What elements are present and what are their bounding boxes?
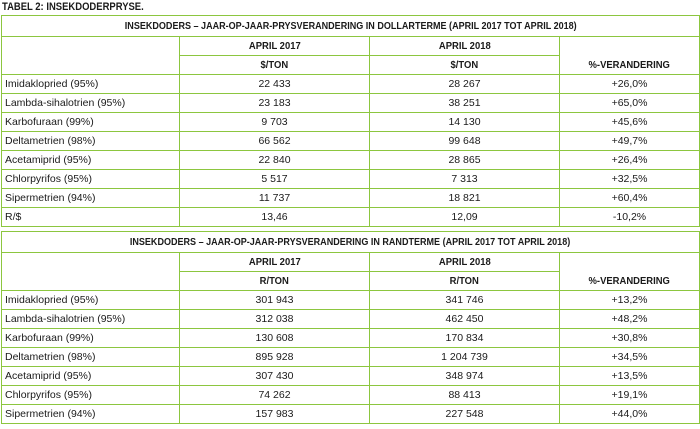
value-2017-cell: 66 562 — [180, 132, 370, 151]
value-2018-cell: 227 548 — [370, 405, 560, 424]
table-row — [2, 405, 700, 424]
table-row — [2, 189, 700, 208]
value-2018-cell: 348 974 — [370, 367, 560, 386]
change-cell: +13,2% — [560, 291, 700, 310]
dollar-col-change: %-VERANDERING — [560, 37, 700, 75]
rand-table-body — [2, 291, 700, 424]
row-name-cell: Sipermetrien (94%) — [2, 405, 180, 424]
row-name-cell: Imidaklopried (95%) — [2, 291, 180, 310]
change-cell: +48,2% — [560, 310, 700, 329]
value-2018-cell: 28 267 — [370, 75, 560, 94]
table-row — [2, 151, 700, 170]
table-row — [2, 132, 700, 151]
value-2018-cell: 462 450 — [370, 310, 560, 329]
rand-col-change: %-VERANDERING — [560, 253, 700, 291]
change-cell: +44,0% — [560, 405, 700, 424]
change-cell: +34,5% — [560, 348, 700, 367]
value-2017-cell: 74 262 — [180, 386, 370, 405]
rand-col-april-2018: APRIL 2018 — [370, 253, 560, 272]
change-cell: +26,4% — [560, 151, 700, 170]
value-2017-cell: 22 433 — [180, 75, 370, 94]
change-cell: +65,0% — [560, 94, 700, 113]
value-2017-cell: 11 737 — [180, 189, 370, 208]
change-cell: -10,2% — [560, 208, 700, 227]
row-name-cell: R/$ — [2, 208, 180, 227]
value-2018-cell: 7 313 — [370, 170, 560, 189]
table-row — [2, 94, 700, 113]
table-caption: TABEL 2: INSEKDODERPRYSE. — [2, 1, 144, 13]
table-row — [2, 329, 700, 348]
row-name-cell: Chlorpyrifos (95%) — [2, 170, 180, 189]
dollar-price-table — [1, 15, 700, 227]
value-2017-cell: 13,46 — [180, 208, 370, 227]
row-name-cell: Chlorpyrifos (95%) — [2, 386, 180, 405]
value-2018-cell: 1 204 739 — [370, 348, 560, 367]
table-row — [2, 348, 700, 367]
value-2018-cell: 28 865 — [370, 151, 560, 170]
row-name-cell: Lambda-sihalotrien (95%) — [2, 94, 180, 113]
dollar-unit-2017: $/TON — [180, 56, 370, 75]
row-name-cell: Imidaklopried (95%) — [2, 75, 180, 94]
value-2018-cell: 14 130 — [370, 113, 560, 132]
change-cell: +26,0% — [560, 75, 700, 94]
value-2018-cell: 170 834 — [370, 329, 560, 348]
dollar-table-blank-header — [2, 37, 180, 75]
value-2017-cell: 9 703 — [180, 113, 370, 132]
row-name-cell: Karbofuraan (99%) — [2, 113, 180, 132]
change-cell: +49,7% — [560, 132, 700, 151]
row-name-cell: Deltametrien (98%) — [2, 132, 180, 151]
change-cell: +60,4% — [560, 189, 700, 208]
table-row — [2, 75, 700, 94]
table-row — [2, 170, 700, 189]
table-row — [2, 208, 700, 227]
table-row — [2, 310, 700, 329]
table-row — [2, 291, 700, 310]
row-name-cell: Karbofuraan (99%) — [2, 329, 180, 348]
value-2018-cell: 341 746 — [370, 291, 560, 310]
rand-col-april-2017: APRIL 2017 — [180, 253, 370, 272]
value-2017-cell: 307 430 — [180, 367, 370, 386]
change-cell: +45,6% — [560, 113, 700, 132]
row-name-cell: Lambda-sihalotrien (95%) — [2, 310, 180, 329]
value-2017-cell: 301 943 — [180, 291, 370, 310]
table-row — [2, 386, 700, 405]
dollar-col-april-2017: APRIL 2017 — [180, 37, 370, 56]
value-2017-cell: 130 608 — [180, 329, 370, 348]
row-name-cell: Deltametrien (98%) — [2, 348, 180, 367]
table-row — [2, 113, 700, 132]
value-2018-cell: 38 251 — [370, 94, 560, 113]
table-row — [2, 367, 700, 386]
value-2018-cell: 88 413 — [370, 386, 560, 405]
value-2018-cell: 99 648 — [370, 132, 560, 151]
row-name-cell: Acetamiprid (95%) — [2, 151, 180, 170]
rand-table-blank-header — [2, 253, 180, 291]
change-cell: +13,5% — [560, 367, 700, 386]
rand-table-title: INSEKDODERS – JAAR-OP-JAAR-PRYSVERANDERING IN RANDTERME (APRIL 2017 TOT APRIL 2018) — [2, 232, 700, 253]
change-cell: +19,1% — [560, 386, 700, 405]
row-name-cell: Sipermetrien (94%) — [2, 189, 180, 208]
value-2017-cell: 157 983 — [180, 405, 370, 424]
dollar-table-title: INSEKDODERS – JAAR-OP-JAAR-PRYSVERANDERING IN DOLLARTERME (APRIL 2017 TOT APRIL 2018) — [2, 16, 700, 37]
rand-price-table — [1, 231, 700, 424]
value-2017-cell: 5 517 — [180, 170, 370, 189]
dollar-table-body — [2, 75, 700, 227]
rand-unit-2018: R/TON — [370, 272, 560, 291]
change-cell: +30,8% — [560, 329, 700, 348]
value-2017-cell: 312 038 — [180, 310, 370, 329]
value-2017-cell: 23 183 — [180, 94, 370, 113]
rand-unit-2017: R/TON — [180, 272, 370, 291]
value-2018-cell: 18 821 — [370, 189, 560, 208]
value-2017-cell: 895 928 — [180, 348, 370, 367]
change-cell: +32,5% — [560, 170, 700, 189]
value-2018-cell: 12,09 — [370, 208, 560, 227]
value-2017-cell: 22 840 — [180, 151, 370, 170]
dollar-unit-2018: $/TON — [370, 56, 560, 75]
row-name-cell: Acetamiprid (95%) — [2, 367, 180, 386]
dollar-col-april-2018: APRIL 2018 — [370, 37, 560, 56]
